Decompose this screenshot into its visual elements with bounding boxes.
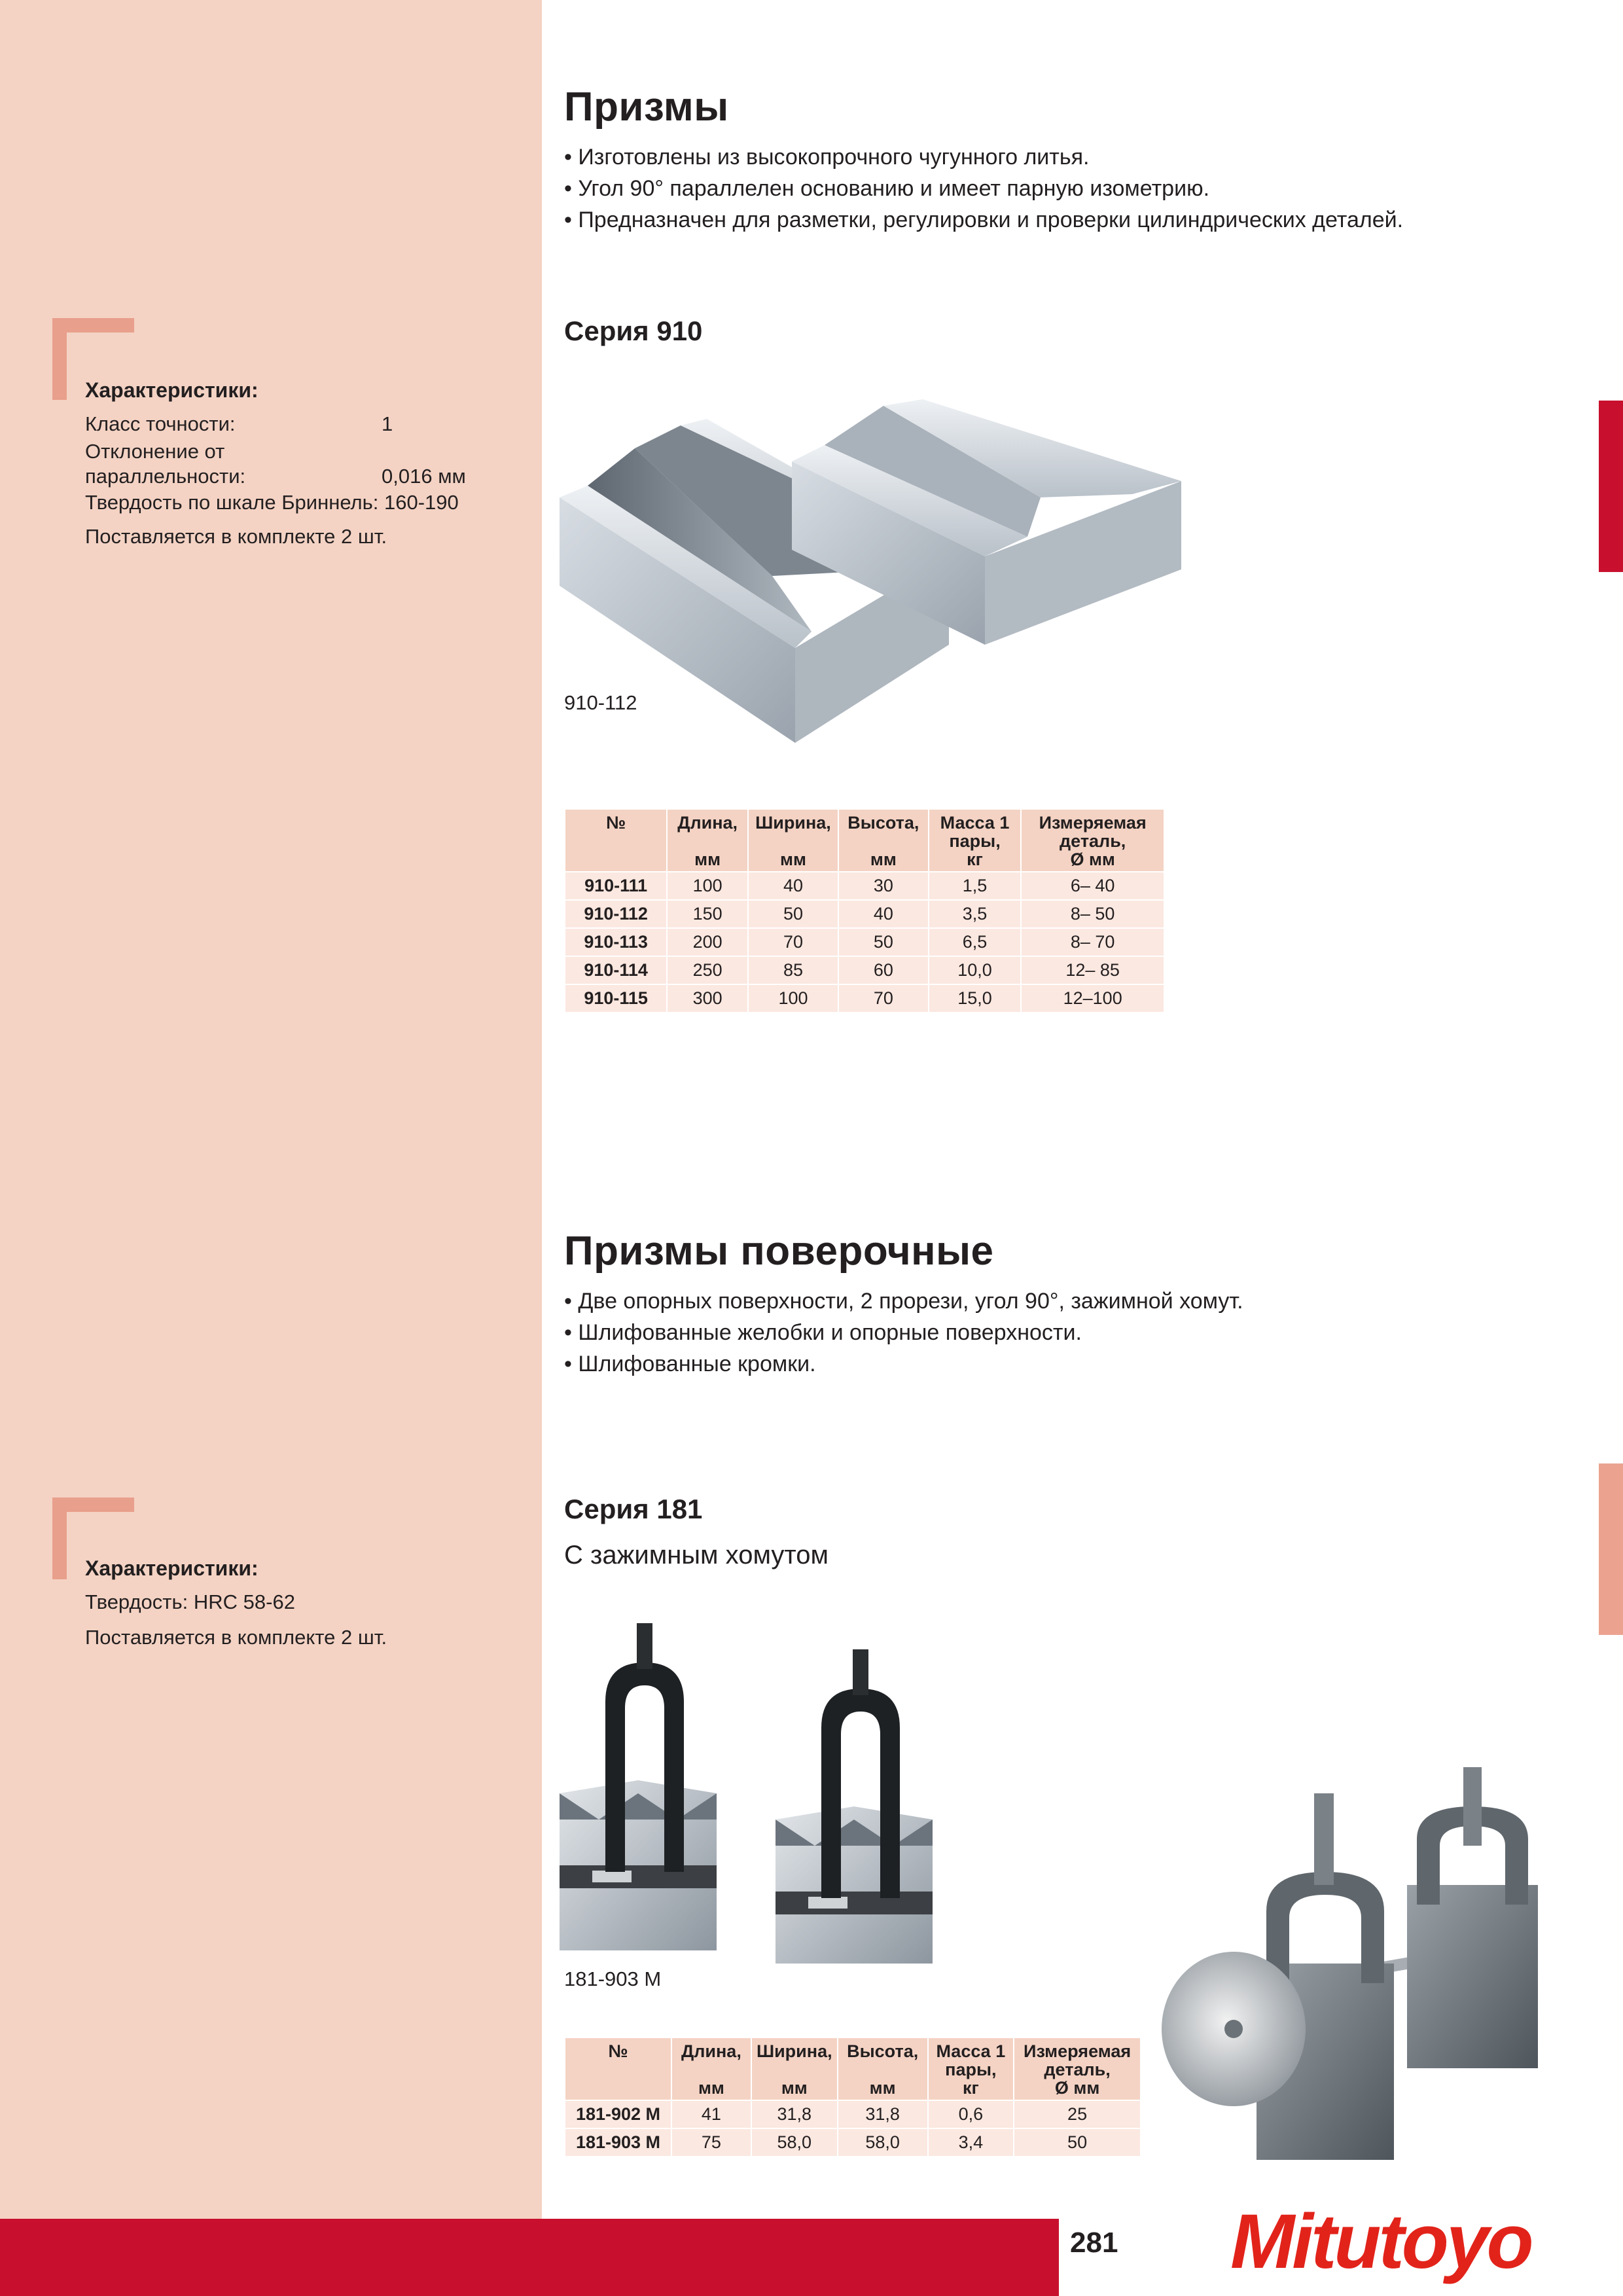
table-row (565, 928, 1164, 956)
table-cell: 40 (748, 872, 838, 900)
header-cell: Ширина, мм (748, 809, 838, 872)
header-cell: Высота, мм (838, 809, 929, 872)
series-910-title: Серия 910 (564, 315, 703, 346)
chapter-tab-pink (1599, 1463, 1623, 1635)
table-cell: 910-113 (565, 928, 667, 956)
mitutoyo-logo (1230, 2193, 1571, 2284)
section1-title: Призмы (564, 84, 729, 130)
bullet-item: • Изготовлены из высокопрочного чугунного литья. (564, 141, 1403, 173)
footer-bar (0, 2219, 1059, 2296)
table-cell: 100 (748, 984, 838, 1013)
table-cell: 58,0 (751, 2128, 838, 2157)
page-number: 281 (1070, 2227, 1118, 2259)
accuracy-value: 1 (382, 412, 393, 435)
table-cell: 41 (671, 2100, 751, 2128)
table-cell: 25 (1014, 2100, 1141, 2128)
bullet-item: • Шлифованные желобки и опорные поверхности. (564, 1317, 1243, 1348)
table-cell: 50 (1014, 2128, 1141, 2157)
table-cell: 31,8 (751, 2100, 838, 2128)
header-cell: Ширина, мм (751, 2037, 838, 2100)
characteristics-title: Характеристики: (85, 1556, 259, 1580)
table-cell: 181-903 M (565, 2128, 671, 2157)
table-cell: 250 (667, 956, 748, 984)
table-cell: 30 (838, 872, 929, 900)
bullet-item: • Шлифованные кромки. (564, 1348, 1243, 1380)
characteristics-title: Характеристики: (85, 378, 259, 402)
table-cell: 181-902 M (565, 2100, 671, 2128)
table-cell: 12– 85 (1021, 956, 1164, 984)
v-block-left (560, 1623, 717, 1950)
hardness-line: Твердость: HRC 58-62 (85, 1590, 295, 1613)
v-block-910-image (556, 399, 1211, 753)
header-cell: Масса 1 пары, кг (928, 2037, 1014, 2100)
v-block-set-photo (1158, 1767, 1564, 2186)
parallel-label-line1: Отклонение от (85, 440, 225, 463)
header-cell: Измеряемая деталь, Ø мм (1014, 2037, 1141, 2100)
table-header-row (565, 2037, 1141, 2100)
chapter-tab-red (1599, 401, 1623, 572)
supply-line: Поставляется в комплекте 2 шт. (85, 525, 387, 548)
section2-bullets (564, 1285, 1243, 1380)
header-cell: Высота, мм (838, 2037, 928, 2100)
spec-table-910 (564, 808, 1165, 1013)
table-cell: 150 (667, 900, 748, 928)
table-cell: 910-111 (565, 872, 667, 900)
spec-table-181 (564, 2037, 1141, 2157)
table-cell: 31,8 (838, 2100, 928, 2128)
table-cell: 70 (838, 984, 929, 1013)
table-cell: 12–100 (1021, 984, 1164, 1013)
table-cell: 910-114 (565, 956, 667, 984)
table-row (565, 2128, 1141, 2157)
table-cell: 15,0 (929, 984, 1022, 1013)
supply-line: Поставляется в комплекте 2 шт. (85, 1626, 387, 1649)
table-row (565, 984, 1164, 1013)
header-cell: № (565, 2037, 671, 2100)
v-block-with-clamp (1407, 1767, 1538, 2068)
table-cell: 1,5 (929, 872, 1022, 900)
table-row (565, 956, 1164, 984)
v-block-181-image (560, 1623, 1005, 1964)
parallel-label-line2: параллельности: (85, 465, 246, 488)
table-header-row (565, 809, 1164, 872)
table-cell: 10,0 (929, 956, 1022, 984)
header-cell: Длина, мм (671, 2037, 751, 2100)
series-181-title: Серия 181 (564, 1494, 703, 1524)
table-row (565, 872, 1164, 900)
parallel-value: 0,016 мм (382, 465, 466, 488)
table-row (565, 900, 1164, 928)
table-cell: 300 (667, 984, 748, 1013)
table-cell: 8– 50 (1021, 900, 1164, 928)
bullet-item: • Предназначен для разметки, регулировки и проверки цилиндрических деталей. (564, 204, 1403, 236)
bullet-item: • Угол 90° параллелен основанию и имеет парную изометрию. (564, 173, 1403, 204)
table-cell: 70 (748, 928, 838, 956)
table-cell: 6,5 (929, 928, 1022, 956)
table-cell: 8– 70 (1021, 928, 1164, 956)
table-cell: 60 (838, 956, 929, 984)
header-cell: № (565, 809, 667, 872)
table-cell: 200 (667, 928, 748, 956)
table-cell: 100 (667, 872, 748, 900)
table-cell: 910-112 (565, 900, 667, 928)
section2-title: Призмы поверочные (564, 1229, 994, 1274)
table-cell: 3,4 (928, 2128, 1014, 2157)
table-cell: 6– 40 (1021, 872, 1164, 900)
bullet-item: • Две опорных поверхности, 2 прорези, угол 90°, зажимной хомут. (564, 1285, 1243, 1317)
table-cell: 50 (838, 928, 929, 956)
table-cell: 0,6 (928, 2100, 1014, 2128)
image-caption-181: 181-903 M (564, 1967, 662, 1990)
header-cell: Измеряемая деталь, Ø мм (1021, 809, 1164, 872)
table-cell: 910-115 (565, 984, 667, 1013)
header-cell: Масса 1 пары, кг (929, 809, 1022, 872)
table-cell: 40 (838, 900, 929, 928)
section1-bullets (564, 141, 1403, 236)
logo-text: Mitutoyo (1230, 2198, 1531, 2284)
table-cell: 3,5 (929, 900, 1022, 928)
accuracy-label: Класс точности: (85, 412, 236, 435)
image-caption-910: 910-112 (564, 691, 637, 714)
table-cell: 58,0 (838, 2128, 928, 2157)
header-cell: Длина, мм (667, 809, 748, 872)
series-181-subtitle: С зажимным хомутом (564, 1541, 829, 1570)
table-cell: 50 (748, 900, 838, 928)
v-block-right (776, 1649, 933, 1964)
table-cell: 75 (671, 2128, 751, 2157)
hardness-line: Твердость по шкале Бриннель: 160-190 (85, 491, 459, 514)
table-cell: 85 (748, 956, 838, 984)
table-row (565, 2100, 1141, 2128)
